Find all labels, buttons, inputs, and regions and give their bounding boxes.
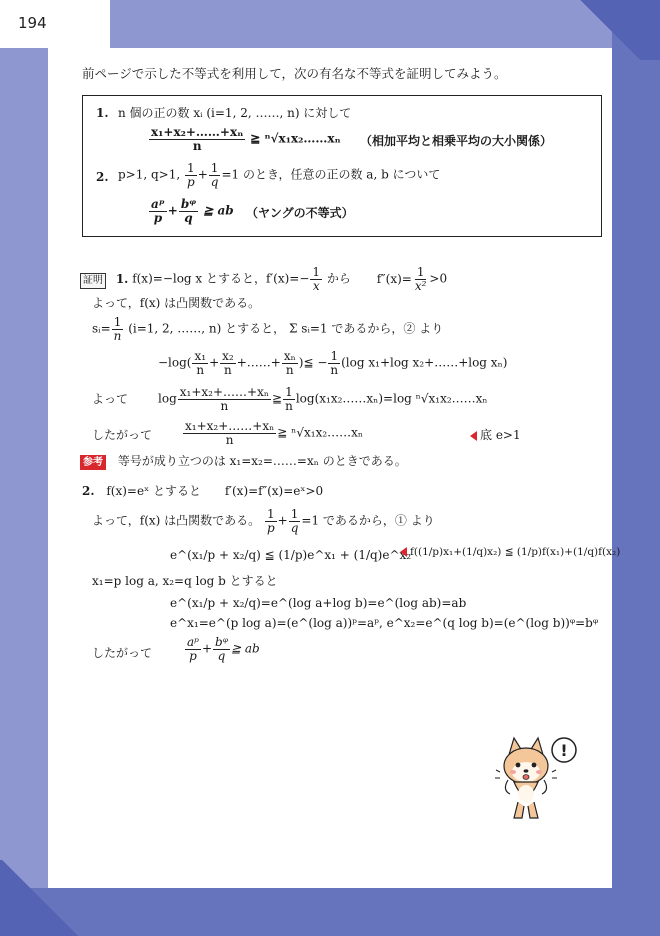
page-corner-top-left xyxy=(0,0,110,48)
p2-conc-a-num: aᵖ xyxy=(187,635,199,649)
box-item2-text: p>1, q>1, $\frac{1}{p}$ + $\frac{1}{q}$ =1 のとき，任意の正の数 a, b について xyxy=(118,161,441,189)
young-a-num: aᵖ xyxy=(151,197,165,211)
weights-range: (i=1, 2, ……, n) とすると， xyxy=(128,321,286,336)
proof-1-frac-den: x xyxy=(312,278,320,293)
proof-2-conclusion: $\frac{\text{aᵖ}}{p}$ + $\frac{\text{bᵠ}}{q}$ ≧ ab xyxy=(187,635,260,663)
proof-1-second-tail: >0 xyxy=(429,271,448,286)
gm-expression: ≧ ⁿ√x₁x₂……xₙ xyxy=(250,131,341,146)
jensen-f1-num: x₁ xyxy=(194,349,207,363)
jensen-mid: )≦ − xyxy=(298,355,328,370)
side-note-base xyxy=(470,428,521,442)
proof-2-condition: =1 であるから，① より xyxy=(301,513,435,528)
box-item1-text: n 個の正の数 xᵢ (i=1, 2, ……, n) に対して xyxy=(118,106,352,120)
weights-sum: Σ sᵢ=1 であるから，② より xyxy=(289,321,444,336)
proof-1-conclusion xyxy=(182,420,363,446)
box-item2-number: 2. xyxy=(96,170,109,184)
frac-1-over-q-num: 1 xyxy=(210,161,219,175)
young-a-den: p xyxy=(153,210,163,225)
side-note-jensen-text: f((1/p)x₁+(1/q)x₂) ≦ (1/p)f(x₁)+(1/q)f(x₂) xyxy=(410,546,621,558)
proof-1-second-num: 1 xyxy=(416,265,425,279)
jensen-f1-den: n xyxy=(196,362,205,377)
p2-conc-a-den: p xyxy=(189,648,197,663)
proof-2-line-1 xyxy=(82,484,323,498)
proof-2-substitution: x₁=p log a, x₂=q log b とすると xyxy=(92,574,278,588)
shiba-dog-mascot-icon xyxy=(494,732,590,832)
proof-label: 証明 xyxy=(80,273,106,289)
jensen-tail: (log x₁+log x₂+……+log xₙ) xyxy=(341,355,508,370)
proof-1-weights xyxy=(92,316,443,342)
exclamation-mark: ! xyxy=(560,741,568,760)
p2-frac2-den: q xyxy=(290,520,299,535)
box-item1-number: 1. xyxy=(96,106,109,120)
p2-conc-b-num: bᵠ xyxy=(215,635,228,649)
side-note-base-text: 底 e>1 xyxy=(480,428,521,442)
frac-1-over-q-den: q xyxy=(210,174,219,189)
p2-frac1-den: p xyxy=(266,520,275,535)
reference-text: 等号が成り立つのは x₁=x₂=……=xₙ のときである。 xyxy=(117,454,407,468)
log-line-r-num: 1 xyxy=(285,385,293,399)
log-word: log xyxy=(158,391,177,406)
box-item1-note: （相加平均と相乗平均の大小関係） xyxy=(360,134,553,148)
am-denominator: n xyxy=(192,138,202,153)
am-numerator: x₁+x₂+……+xₙ xyxy=(151,125,244,139)
box-item2-condition-tail: =1 のとき，任意の正の数 a, b について xyxy=(221,167,441,182)
red-triangle-icon xyxy=(400,547,407,557)
log-line-r-den: n xyxy=(285,398,293,413)
side-note-jensen xyxy=(400,546,620,559)
log-line-geq: ≧ xyxy=(272,391,283,406)
reference-line xyxy=(80,454,407,470)
jensen-f3-den: n xyxy=(285,362,294,377)
p2-conc-rhs: ≧ ab xyxy=(231,641,260,656)
proof-2-derivative: f′(x)=f″(x)=eˣ>0 xyxy=(224,484,324,498)
box-young-formula: $\frac{\text{aᵖ}}{p}$ + $\frac{\text{bᵠ}}{q}$ ≧ ab xyxy=(151,197,234,225)
p2-frac2-num: 1 xyxy=(290,507,299,521)
frac-1-over-p-den: p xyxy=(187,174,195,189)
proof-1-frac-num: 1 xyxy=(312,265,321,279)
young-b-den: q xyxy=(184,210,193,225)
jensen-f3-num: xₙ xyxy=(283,349,296,363)
box-item2-note: （ヤングの不等式） xyxy=(246,206,354,220)
proof-2-number: 2. xyxy=(82,484,95,498)
young-b-num: bᵠ xyxy=(180,197,197,211)
proof-2-exp-line-2: e^x₁=e^(p log a)=(e^(log a))ᵖ=aᵖ, e^x₂=e^(q log b)=(e^(log b))ᵠ=bᵠ xyxy=(170,616,599,630)
page-frame-right xyxy=(612,0,660,936)
proof-2-thus-label: したがって xyxy=(92,646,153,660)
proof-1-kara: から xyxy=(326,271,351,286)
weights-den: n xyxy=(113,328,122,343)
proof-1-second-derivative: f″(x)= xyxy=(376,271,412,286)
proof-1-derivative: f(x)=−log x とすると，f′(x)=− xyxy=(132,271,310,286)
conclusion-num: x₁+x₂+……+xₙ xyxy=(185,419,275,433)
weights-si: sᵢ= xyxy=(92,321,111,336)
conclusion-rhs: ≧ ⁿ√x₁x₂……xₙ xyxy=(277,425,364,440)
frac-1-over-p-num: 1 xyxy=(187,161,195,175)
jensen-r-num: 1 xyxy=(330,349,339,363)
jensen-r-den: n xyxy=(330,362,339,377)
proof-1-second-den: x² xyxy=(414,278,427,293)
proof-line-1 xyxy=(80,266,447,292)
red-triangle-icon xyxy=(470,431,477,441)
box-item1-formula xyxy=(148,126,341,152)
proof-1-log-line xyxy=(158,386,488,412)
proof-2-exp-line-1: e^(x₁/p + x₂/q)=e^(log a+log b)=e^(log ab)=ab xyxy=(170,596,467,610)
young-rhs: ≧ ab xyxy=(203,203,234,218)
jensen-f2-num: x₂ xyxy=(222,349,234,363)
jensen-f2-den: n xyxy=(224,362,232,377)
proof-1-number: 1. xyxy=(115,271,129,286)
reference-label: 参考 xyxy=(80,455,106,470)
p2-frac1-num: 1 xyxy=(267,507,275,521)
log-line-den: n xyxy=(220,398,229,413)
page-frame-left xyxy=(0,0,48,936)
proof-2-line-2: よって，f(x) は凸関数である。 $\frac{1}{p}$ + $\frac{1}{q}$ =1 であるから，① より xyxy=(92,507,435,535)
proof-2-jensen: e^(x₁/p + x₂/q) ≦ (1/p)e^x₁ + (1/q)e^x₂ xyxy=(170,548,412,562)
conclusion-den: n xyxy=(225,432,234,447)
weights-num: 1 xyxy=(113,315,122,329)
intro-text: 前ページで示した不等式を利用して，次の有名な不等式を証明してみよう。 xyxy=(82,66,507,81)
page-frame-bottom xyxy=(0,888,660,936)
log-line-tail: log(x₁x₂……xₙ)=log ⁿ√x₁x₂……xₙ xyxy=(295,391,488,406)
box-item2-conditions: p>1, q>1, xyxy=(118,167,181,182)
page-number: 194 xyxy=(18,14,47,32)
proof-2-def: f(x)=eˣ とすると xyxy=(106,484,201,498)
proof-1-therefore-label: よって xyxy=(92,392,129,406)
proof-2-convex: よって，f(x) は凸関数である。 xyxy=(92,513,261,528)
jensen-lhs: −log( xyxy=(158,355,192,370)
proof-1-jensen: −log( $\frac{\text{x₁}}{n}$ + $\frac{\text{x₂}}{n}$ +……+ $\frac{\text{xₙ}}{n}$ )≦ − $\frac{1}{n}$ (log x₁+log x₂+……+log xₙ) xyxy=(158,349,508,377)
proof-1-thus-label: したがって xyxy=(92,428,153,442)
p2-conc-b-den: q xyxy=(217,648,226,663)
log-line-num: x₁+x₂+……+xₙ xyxy=(179,385,270,399)
proof-1-convex: よって，f(x) は凸関数である。 xyxy=(92,296,261,310)
